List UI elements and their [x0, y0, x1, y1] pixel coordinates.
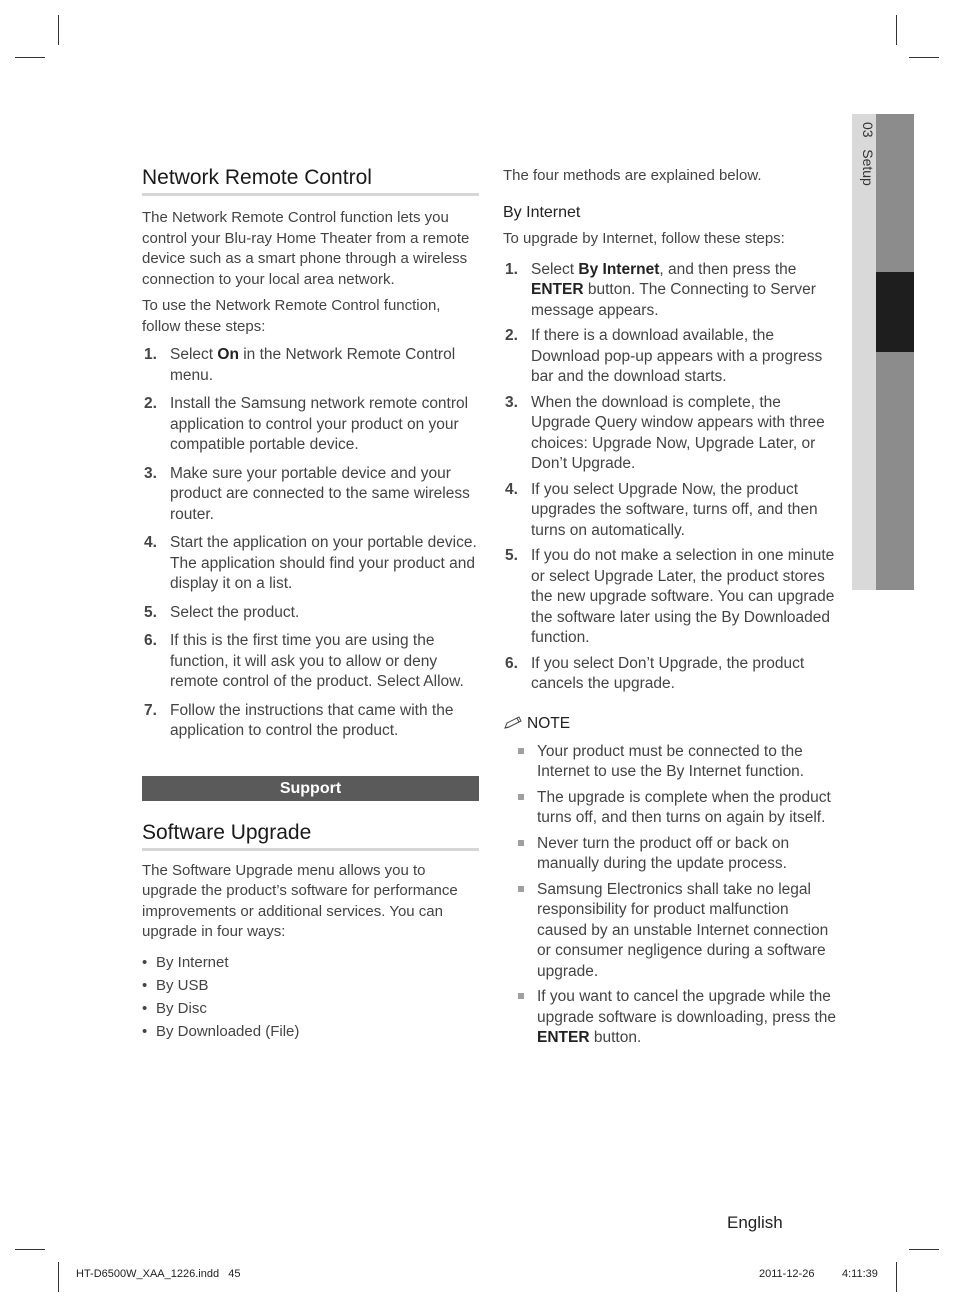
- bullet-icon: •: [142, 976, 148, 994]
- upgrade-way: • By Downloaded (File): [142, 1020, 479, 1043]
- notes-list: [503, 742, 839, 1049]
- print-date: 2011-12-26: [759, 1268, 815, 1280]
- internet-step: 5. If you do not make a selection in one minute or select Upgrade Later, the product stores the new upgrade software. You can upgrade the software later using the By Downloaded function.: [505, 547, 835, 646]
- upgrade-way: • By Internet: [142, 951, 479, 974]
- crop-mark: [909, 57, 939, 58]
- upgrade-way: • By Disc: [142, 997, 479, 1020]
- by-internet-intro: To upgrade by Internet, follow these steps:: [503, 230, 785, 247]
- crop-mark: [15, 1249, 45, 1250]
- internet-step: 2. If there is a download available, the Download pop-up appears with a progress bar and the download starts.: [505, 327, 823, 385]
- internet-steps: [503, 260, 839, 695]
- network-step: 2. Install the Samsung network remote control application to control your product on your compatible portable device.: [144, 395, 469, 453]
- note-item: Your product must be connected to the Internet to use the By Internet function.: [503, 742, 839, 783]
- internet-step: 3. When the download is complete, the Upgrade Query window appears with three choices: Upgrade Now, Upgrade Later, or Don’t Upgrade.: [505, 393, 825, 472]
- upgrade-way: • By USB: [142, 974, 479, 997]
- bullet-icon: •: [142, 1022, 148, 1040]
- bullet-icon: •: [142, 953, 148, 971]
- file-info: HT-D6500W_XAA_1226.indd 45: [76, 1268, 241, 1280]
- network-step: 4. Start the application on your portable device. The application should find your product and display it on a list.: [144, 534, 477, 592]
- crop-mark: [58, 1262, 59, 1292]
- square-bullet-icon: [518, 794, 524, 800]
- upgrade-ways-list: [142, 951, 479, 1043]
- crop-mark: [896, 15, 897, 45]
- note-item: The upgrade is complete when the product turns off, and then turns on again by itself.: [503, 788, 839, 829]
- right-column: [503, 166, 839, 1049]
- chapter-section: Setup: [860, 149, 876, 186]
- note-item: Never turn the product off or back on manually during the update process.: [503, 834, 839, 875]
- crop-mark: [909, 1249, 939, 1250]
- note-label: NOTE: [527, 714, 571, 732]
- support-section-bar: Support: [142, 776, 479, 801]
- square-bullet-icon: [518, 993, 524, 999]
- crop-mark: [58, 15, 59, 45]
- side-tab-dark: [876, 114, 914, 590]
- network-step: 6. If this is the first time you are using the function, it will ask you to allow or deny remote control of the product. Select Allow.: [144, 632, 464, 690]
- internet-step: 1. Select By Internet, and then press the ENTER button. The Connecting to Server message appears.: [505, 260, 816, 319]
- square-bullet-icon: [518, 748, 524, 754]
- bullet-icon: •: [142, 999, 148, 1017]
- methods-intro: The four methods are explained below.: [503, 167, 762, 184]
- network-step: 5. Select the product.: [144, 603, 300, 621]
- internet-step: 6. If you select Don’t Upgrade, the product cancels the upgrade.: [505, 654, 805, 692]
- chapter-number: 03: [860, 122, 876, 138]
- network-step: 1. Select On in the Network Remote Control menu.: [144, 346, 456, 384]
- side-tab-label: [852, 122, 876, 186]
- network-intro-1: The Network Remote Control function lets you control your Blu-ray Home Theater from a remote device such as a smart phone through a wireless connection to your local area network.: [142, 209, 470, 288]
- left-column: [142, 166, 479, 1043]
- network-step: 7. Follow the instructions that came with the application to control the product.: [144, 701, 454, 739]
- software-intro: The Software Upgrade menu allows you to upgrade the product’s software for performance improvements or additional services. You can upgrade in four ways:: [142, 861, 458, 940]
- network-remote-title: Network Remote Control: [142, 166, 479, 196]
- software-upgrade-title: Software Upgrade: [142, 821, 479, 851]
- network-intro-2: To use the Network Remote Control function, follow these steps:: [142, 297, 441, 335]
- square-bullet-icon: [518, 886, 524, 892]
- chapter-side-tab: [852, 114, 914, 590]
- side-tab-active-marker: [876, 272, 914, 352]
- network-step: 3. Make sure your portable device and your product are connected to the same wireless router.: [144, 464, 470, 523]
- by-internet-heading: By Internet: [503, 203, 581, 221]
- page-language: English: [727, 1213, 783, 1232]
- internet-step: 4. If you select Upgrade Now, the product upgrades the software, turns off, and then turns on automatically.: [505, 480, 818, 539]
- note-item: If you want to cancel the upgrade while the upgrade software is downloading, press the ENTER button.: [503, 987, 839, 1049]
- square-bullet-icon: [518, 840, 524, 846]
- print-time: 4:11:39: [842, 1268, 878, 1280]
- crop-mark: [896, 1262, 897, 1292]
- pencil-icon: [503, 716, 527, 730]
- network-steps: [142, 345, 479, 742]
- crop-mark: [15, 57, 45, 58]
- note-item: Samsung Electronics shall take no legal responsibility for product malfunction caused by an unstable Internet connection or consumer negligence during a software upgrade.: [503, 880, 839, 983]
- note-heading: [503, 715, 839, 733]
